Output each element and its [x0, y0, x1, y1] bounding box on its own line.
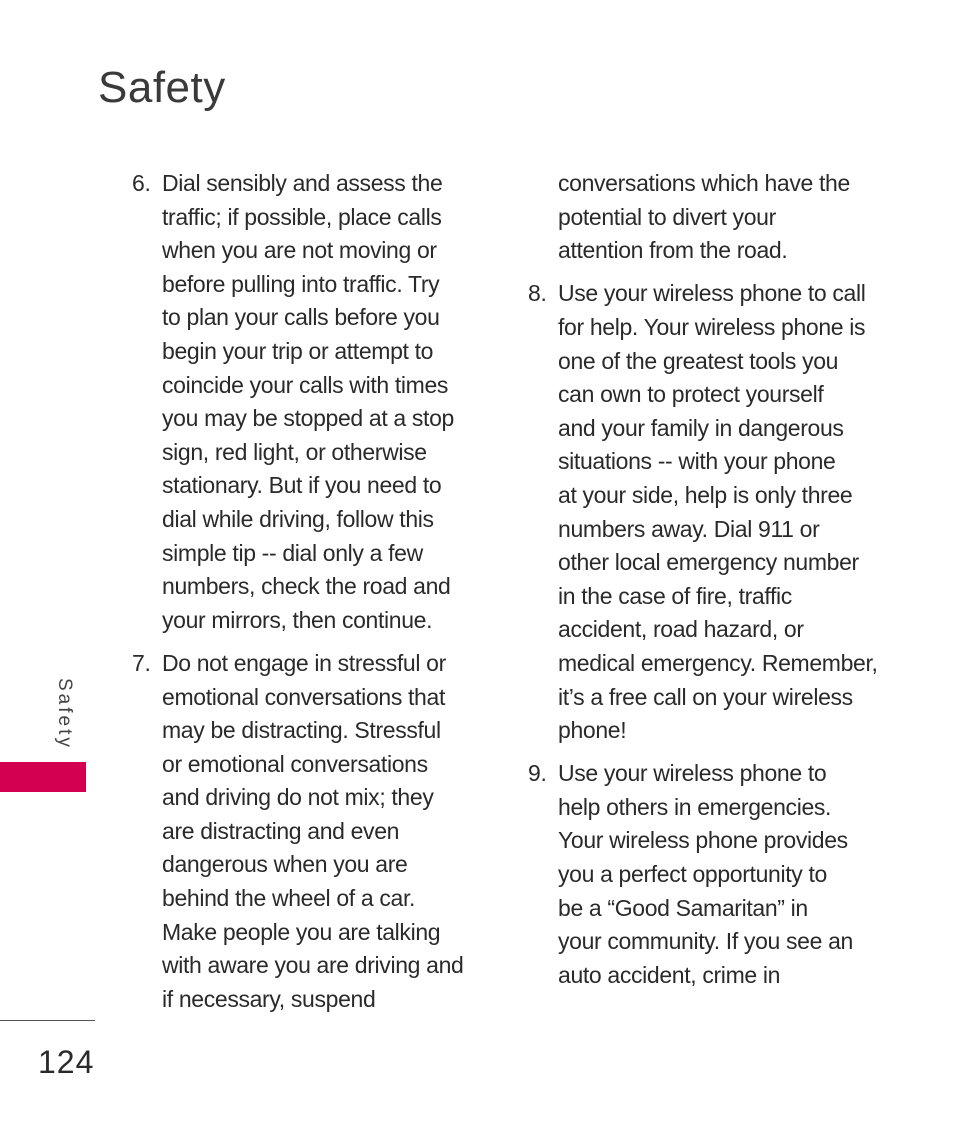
text-line: it’s a free call on your wireless	[558, 683, 853, 710]
text-line: Use your wireless phone to call	[558, 280, 866, 307]
text-line: Make people you are talking	[162, 918, 441, 945]
text-line: potential to divert your	[558, 203, 776, 230]
text-line: medical emergency. Remember,	[558, 649, 878, 676]
left-column	[132, 167, 463, 1026]
text-line: when you are not moving or	[162, 237, 437, 264]
text-line: and driving do not mix; they	[162, 784, 434, 811]
text-line: numbers, check the road and	[162, 573, 451, 600]
list-item	[132, 167, 463, 637]
text-line: simple tip -- dial only a few	[162, 539, 423, 566]
item-number: 7.	[132, 649, 151, 676]
text-line: at your side, help is only three	[558, 481, 853, 508]
page-title: Safety	[98, 63, 226, 112]
text-line: begin your trip or attempt to	[162, 337, 434, 364]
text-line: for help. Your wireless phone is	[558, 313, 866, 340]
list-item	[528, 277, 878, 747]
text-line: phone!	[558, 717, 627, 744]
text-line: before pulling into traffic. Try	[162, 270, 440, 297]
text-line: and your family in dangerous	[558, 414, 844, 441]
text-line: with aware you are driving and	[162, 952, 464, 979]
text-line: if necessary, suspend	[162, 985, 376, 1012]
text-line: dangerous when you are	[162, 851, 408, 878]
text-line: be a “Good Samaritan” in	[558, 894, 808, 921]
text-line: accident, road hazard, or	[558, 616, 804, 643]
list-item	[528, 757, 878, 992]
text-line: numbers away. Dial 911 or	[558, 515, 820, 542]
text-line: may be distracting. Stressful	[162, 717, 441, 744]
text-line: are distracting and even	[162, 817, 400, 844]
text-line: conversations which have the	[558, 170, 850, 196]
text-line: or emotional conversations	[162, 750, 428, 777]
text-line: traffic; if possible, place calls	[162, 203, 442, 230]
text-line: sign, red light, or otherwise	[162, 438, 427, 465]
text-line: emotional conversations that	[162, 683, 445, 710]
text-line: auto accident, crime in	[558, 961, 781, 988]
item-number: 8.	[528, 280, 547, 307]
page-number: 124	[38, 1044, 95, 1080]
item-text	[558, 277, 878, 747]
item-number: 6.	[132, 170, 151, 196]
right-column	[528, 167, 878, 1002]
text-line: your community. If you see an	[558, 928, 853, 955]
text-line: Do not engage in stressful or	[162, 649, 446, 676]
item-text	[558, 757, 878, 992]
list-item	[132, 647, 463, 1017]
continued-text	[558, 167, 878, 268]
text-line: one of the greatest tools you	[558, 347, 839, 374]
text-line: Dial sensibly and assess the	[162, 170, 443, 196]
text-line: you may be stopped at a stop	[162, 405, 454, 432]
side-section-label: Safety	[54, 678, 75, 750]
text-line: attention from the road.	[558, 237, 788, 264]
text-line: can own to protect yourself	[558, 381, 824, 408]
text-line: help others in emergencies.	[558, 793, 832, 820]
footer-divider	[0, 1020, 95, 1021]
text-line: other local emergency number	[558, 549, 859, 576]
text-line: your mirrors, then continue.	[162, 606, 433, 633]
item-text	[162, 167, 463, 637]
text-line: Your wireless phone provides	[558, 827, 848, 854]
text-line: dial while driving, follow this	[162, 505, 434, 532]
text-line: Use your wireless phone to	[558, 760, 827, 787]
section-tab-marker	[0, 762, 86, 792]
text-line: stationary. But if you need to	[162, 472, 442, 499]
text-line: to plan your calls before you	[162, 304, 440, 331]
text-line: behind the wheel of a car.	[162, 885, 416, 912]
text-line: you a perfect opportunity to	[558, 861, 827, 888]
text-line: situations -- with your phone	[558, 448, 836, 475]
text-line: coincide your calls with times	[162, 371, 449, 398]
text-line: in the case of fire, traffic	[558, 582, 792, 609]
item-number: 9.	[528, 760, 547, 787]
item-text	[162, 647, 463, 1017]
